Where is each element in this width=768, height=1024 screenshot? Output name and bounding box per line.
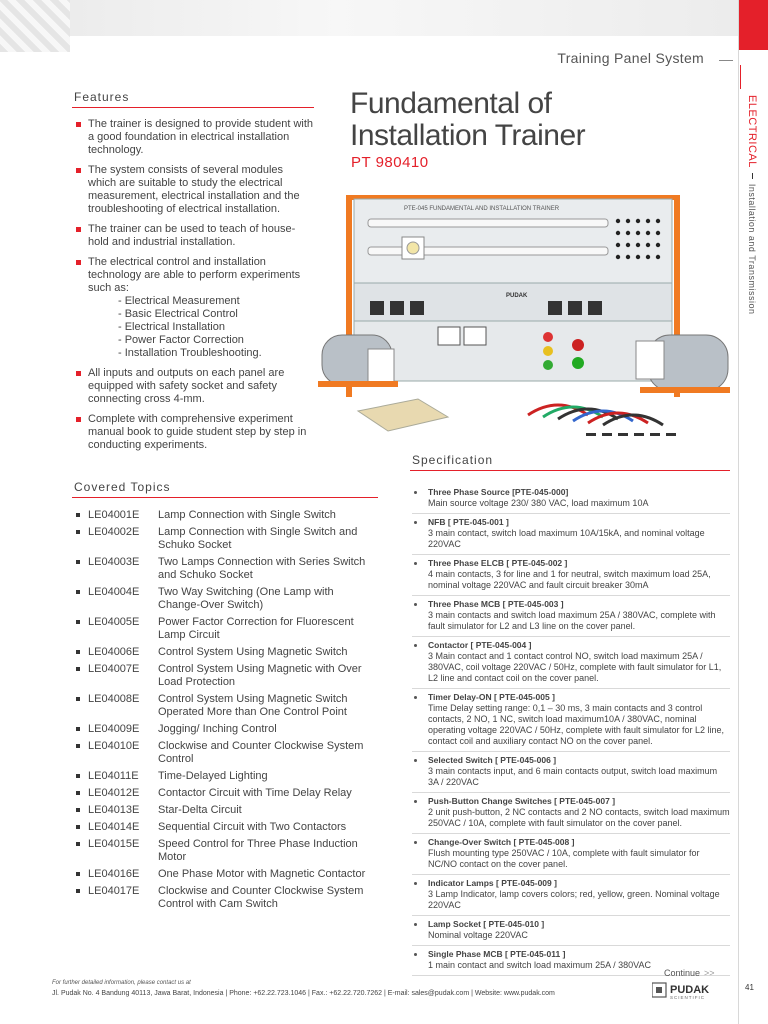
spec-item xyxy=(412,878,730,916)
spec-item xyxy=(412,796,730,834)
page-number: 41 xyxy=(745,983,754,992)
topic-title: Clockwise and Counter Clockwise System Control with Cam Switch xyxy=(158,885,364,910)
topic-row xyxy=(74,868,374,881)
motor-left xyxy=(318,335,398,387)
topic-code: LE04014E xyxy=(88,821,140,833)
spec-description: Nominal voltage 220VAC xyxy=(428,930,528,940)
side-red-dash xyxy=(740,65,741,89)
footer-address: Jl. Pudak No. 4 Bandung 40113, Jawa Barat, Indonesia | Phone: +62.22.723.1046 | Fax.: +62.22.720.7262 | E-mail: sales@pudak.com | Website: www.pudak.com xyxy=(52,990,555,997)
spec-description: 3 main contacts and switch load maximum 25A / 380VAC, complete with fault simulator for L2 and L3 line on the cover panel. xyxy=(428,610,716,631)
topic-title: Two Lamps Connection with Series Switch and Schuko Socket xyxy=(158,556,366,581)
topic-title: Control System Using Magnetic Switch Operated More than One Control Point xyxy=(158,693,348,718)
indicator-red xyxy=(543,332,553,342)
spec-item xyxy=(412,599,730,637)
topic-title: Lamp Connection with Single Switch and Schuko Socket xyxy=(158,526,358,551)
topic-row xyxy=(74,885,374,911)
lower-panel xyxy=(354,321,672,381)
spec-description: 1 main contact and switch load maximum 25A / 380VAC xyxy=(428,960,651,970)
topic-row xyxy=(74,821,374,834)
spec-description: 3 main contacts input, and 6 main contacts output, switch load maximum 3A / 220VAC xyxy=(428,766,718,787)
spec-name: NFB [ PTE-045-001 ] xyxy=(428,517,509,527)
spec-item xyxy=(412,640,730,689)
bullet-icon xyxy=(74,868,88,881)
lamp-bulb xyxy=(407,242,419,254)
feature-sub-item: - Electrical Installation xyxy=(118,321,225,333)
topic-row xyxy=(74,509,374,522)
title-line-1: Fundamental of xyxy=(350,87,552,120)
side-separator xyxy=(752,173,753,179)
topics-list xyxy=(74,509,374,915)
spec-item xyxy=(412,692,730,752)
topic-row xyxy=(74,556,374,582)
topic-title: Lamp Connection with Single Switch xyxy=(158,509,336,521)
topics-rule xyxy=(72,497,378,498)
spec-description: 4 main contacts, 3 for line and 1 for neutral, switch maximum load 25A, nominal voltage 220VAC and fault circuit breaker 30mA xyxy=(428,569,711,590)
feature-sub-item: - Electrical Measurement xyxy=(118,295,240,307)
topic-code: LE04006E xyxy=(88,646,140,658)
specification-list xyxy=(412,487,730,979)
meter-2 xyxy=(464,327,486,345)
specification-rule xyxy=(410,470,730,471)
title-line-2: Installation Trainer xyxy=(350,119,586,152)
topic-code: LE04001E xyxy=(88,509,140,521)
topic-title: Contactor Circuit with Time Delay Relay xyxy=(158,787,352,799)
spec-name: Selected Switch [ PTE-045-006 ] xyxy=(428,755,557,765)
spec-name: Three Phase MCB [ PTE-045-003 ] xyxy=(428,599,564,609)
topic-title: Speed Control for Three Phase Induction Motor xyxy=(158,838,358,863)
spec-name: Push-Button Change Switches [ PTE-045-007 ] xyxy=(428,796,616,806)
meter-1 xyxy=(438,327,460,345)
bullet-icon xyxy=(74,821,88,834)
feature-sub-item: - Basic Electrical Control xyxy=(118,308,238,320)
bullet-icon xyxy=(74,556,88,582)
bullet-icon xyxy=(74,616,88,642)
feature-item: The trainer is designed to provide student with a good foundation in electrical installation technology. xyxy=(74,118,314,157)
series-title: Training Panel System xyxy=(557,50,704,66)
spec-name: Contactor [ PTE-045-004 ] xyxy=(428,640,532,650)
feature-text: The electrical control and installation technology are able to perform experiments such as: xyxy=(88,256,301,294)
bullet-icon xyxy=(74,646,88,659)
topic-row xyxy=(74,526,374,552)
logo-text: PUDAK xyxy=(670,984,710,996)
connector-plugs xyxy=(586,433,676,436)
indicator-green xyxy=(543,360,553,370)
panel-brand: PUDAK xyxy=(506,293,528,299)
cables xyxy=(528,405,663,425)
logo-subtext: SCIENTIFIC xyxy=(670,995,706,1000)
feature-item xyxy=(74,256,314,360)
continue-label: Continue xyxy=(664,968,701,978)
bullet-icon xyxy=(74,663,88,689)
topic-row xyxy=(74,646,374,659)
spec-description: Time Delay setting range: 0,1 – 30 ms, 3 main contacts and 3 control contacts, 2 NO, 1 NC, switch load maximum10A / 380VAC, nominal operating voltage 220VAC / 50Hz, complete with fault simulator for L2 line, contact coil and auxiliary contact NO on the cover panel. xyxy=(428,703,724,746)
fluorescent-tube-1 xyxy=(368,219,608,227)
topic-code: LE04010E xyxy=(88,740,140,752)
manual-book xyxy=(358,399,448,431)
spec-item xyxy=(412,558,730,596)
spec-name: Single Phase MCB [ PTE-045-011 ] xyxy=(428,949,566,959)
continue-link[interactable] xyxy=(664,968,715,978)
topic-row xyxy=(74,586,374,612)
topic-row xyxy=(74,838,374,864)
topic-row xyxy=(74,804,374,817)
spec-name: Lamp Socket [ PTE-045-010 ] xyxy=(428,919,545,929)
bullet-icon xyxy=(74,838,88,864)
topic-code: LE04011E xyxy=(88,770,139,782)
bullet-icon xyxy=(74,509,88,522)
spec-name: Three Phase ELCB [ PTE-045-002 ] xyxy=(428,558,568,568)
spec-name: Change-Over Switch [ PTE-045-008 ] xyxy=(428,837,575,847)
bullet-icon xyxy=(74,723,88,736)
bullet-icon xyxy=(74,885,88,911)
bullet-icon xyxy=(74,586,88,612)
chapter-tab xyxy=(738,0,768,50)
topic-code: LE04017E xyxy=(88,885,140,897)
bullet-icon xyxy=(74,804,88,817)
spec-name: Three Phase Source [PTE-045-000] xyxy=(428,487,569,497)
footer-note: For further detailed information, please contact us at xyxy=(52,980,191,986)
header-pattern xyxy=(70,0,738,36)
spec-description: 3 Lamp Indicator, lamp covers colors; red, yellow, green. Nominal voltage 220VAC xyxy=(428,889,720,910)
push-button-green xyxy=(572,357,584,369)
corner-pattern xyxy=(0,0,70,52)
bullet-icon xyxy=(74,526,88,552)
spec-item xyxy=(412,487,730,514)
spec-item xyxy=(412,755,730,793)
topic-code: LE04005E xyxy=(88,616,140,628)
topic-code: LE04007E xyxy=(88,663,140,675)
spec-description: Flush mounting type 250VAC / 10A, complete with fault simulator for NC/NO contact on the cover panel. xyxy=(428,848,700,869)
spec-description: Main source voltage 230/ 380 VAC, load maximum 10A xyxy=(428,498,649,508)
topic-title: Jogging/ Inching Control xyxy=(158,723,277,735)
topic-title: Time-Delayed Lighting xyxy=(158,770,268,782)
spec-description: 2 unit push-button, 2 NC contacts and 2 NO contacts, switch load maximum 250VAC / 10A, complete with fault simulator on the cover panel. xyxy=(428,807,730,828)
product-code: PT 980410 xyxy=(351,154,429,171)
side-category-label xyxy=(746,95,758,314)
product-photo xyxy=(318,185,732,443)
topic-code: LE04013E xyxy=(88,804,140,816)
topic-row xyxy=(74,693,374,719)
bullet-icon xyxy=(74,693,88,719)
motor-right xyxy=(636,335,730,393)
topic-code: LE04004E xyxy=(88,586,140,598)
topic-code: LE04012E xyxy=(88,787,140,799)
topic-title: Sequential Circuit with Two Contactors xyxy=(158,821,347,833)
feature-item: Complete with comprehensive experiment manual book to guide student step by step in conducting experiments. xyxy=(74,413,314,452)
topic-row xyxy=(74,740,374,766)
feature-item: The system consists of several modules which are suitable to study the electrical measurement, electrical installation and the troubleshooting of electrical installation. xyxy=(74,164,314,216)
side-subcategory: Installation and Transmission xyxy=(747,183,757,315)
feature-sub-item: - Installation Troubleshooting. xyxy=(118,347,262,359)
topic-row xyxy=(74,770,374,783)
features-heading: Features xyxy=(74,90,130,104)
topic-title: One Phase Motor with Magnetic Contactor xyxy=(158,868,366,880)
spec-item xyxy=(412,919,730,946)
topic-row xyxy=(74,616,374,642)
topic-code: LE04009E xyxy=(88,723,140,735)
spec-description: 3 main contact, switch load maximum 10A/15kA, and nominal voltage 220VAC xyxy=(428,528,705,549)
topic-title: Power Factor Correction for Fluorescent Lamp Circuit xyxy=(158,616,354,641)
topic-code: LE04003E xyxy=(88,556,140,568)
features-list xyxy=(74,118,314,459)
continue-arrow-icon: >> xyxy=(704,968,715,978)
page-divider xyxy=(738,0,739,1024)
topic-title: Clockwise and Counter Clockwise System Control xyxy=(158,740,364,765)
topic-row xyxy=(74,723,374,736)
pudak-logo xyxy=(652,982,732,1000)
spec-name: Indicator Lamps [ PTE-045-009 ] xyxy=(428,878,557,888)
spec-name: Timer Delay-ON [ PTE-045-005 ] xyxy=(428,692,555,702)
bullet-icon xyxy=(74,770,88,783)
push-button-red xyxy=(572,339,584,351)
topic-title: Star-Delta Circuit xyxy=(158,804,242,816)
feature-sub-item: - Power Factor Correction xyxy=(118,334,244,346)
page-title xyxy=(350,88,585,152)
features-rule xyxy=(72,107,314,108)
spec-item xyxy=(412,517,730,555)
topic-code: LE04016E xyxy=(88,868,140,880)
topic-title: Two Way Switching (One Lamp with Change-Over Switch) xyxy=(158,586,334,611)
indicator-yellow xyxy=(543,346,553,356)
topic-title: Control System Using Magnetic with Over Load Protection xyxy=(158,663,362,688)
topic-code: LE04008E xyxy=(88,693,140,705)
topic-row xyxy=(74,787,374,800)
bullet-icon xyxy=(74,740,88,766)
side-category: ELECTRICAL xyxy=(746,95,758,168)
topic-row xyxy=(74,663,374,689)
topics-heading: Covered Topics xyxy=(74,480,171,494)
panel-label: PTE-045 FUNDAMENTAL AND INSTALLATION TRAINER xyxy=(404,206,560,212)
topic-code: LE04002E xyxy=(88,526,140,538)
feature-item: All inputs and outputs on each panel are equipped with safety socket and safety connecting cross 4-mm. xyxy=(74,367,314,406)
topic-code: LE04015E xyxy=(88,838,140,850)
specification-heading: Specification xyxy=(412,453,494,467)
spec-description: 3 Main contact and 1 contact control NO, switch load maximum 25A / 380VAC, coil voltage 220VAC / 50Hz, complete with fault simulator for L1, L2 line and contact coil on the cover panel. xyxy=(428,651,722,683)
feature-item: The trainer can be used to teach of house-hold and industrial installation. xyxy=(74,223,314,249)
series-dash xyxy=(719,60,733,61)
spec-item xyxy=(412,837,730,875)
bullet-icon xyxy=(74,787,88,800)
topic-title: Control System Using Magnetic Switch xyxy=(158,646,348,658)
